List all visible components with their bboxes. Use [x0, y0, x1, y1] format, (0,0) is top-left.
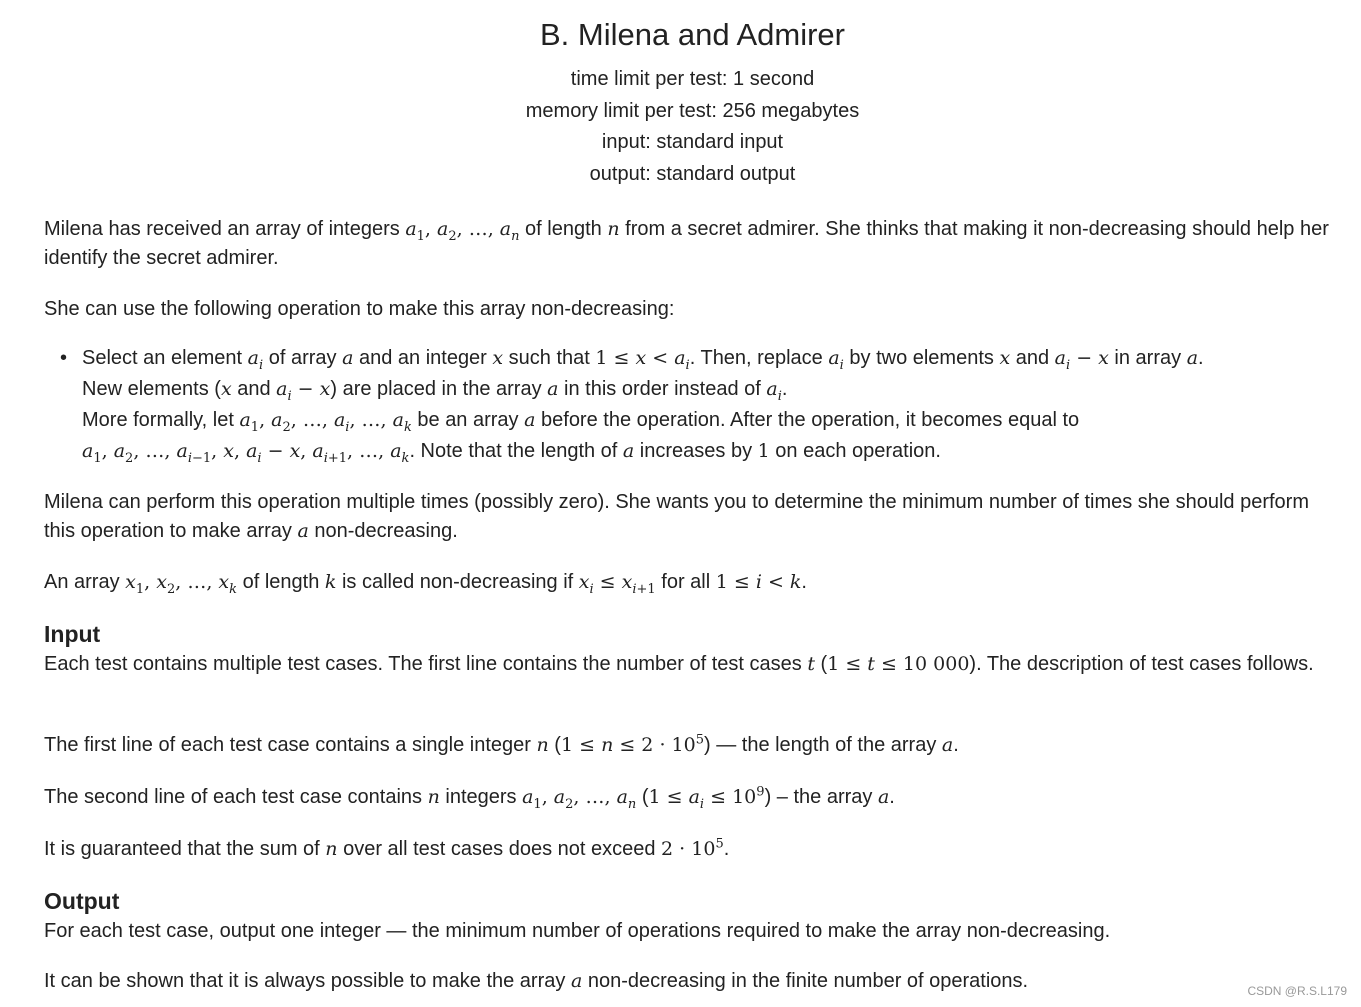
statement-paragraph-2: She can use the following operation to make this array non-decreasing:: [44, 298, 675, 320]
memory-limit: memory limit per test: 256 megabytes: [525, 99, 860, 122]
input-paragraph-3: The second line of each test case contains n integers $a_1$, $a_2$, …, $a_n$ $(1 \le a_i \le 10^9)$ – the array a.: [44, 784, 895, 812]
input-paragraph-1: Each test contains multiple test cases. The first line contains the number of test cases t (1 ≤ t ≤ 10 000). The description of test cases follows.: [44, 653, 1314, 675]
output-paragraph-2: It can be shown that it is always possible to make the array a non-decreasing in the finite number of operations.: [44, 970, 1029, 992]
problem-header: [0, 0, 1361, 190]
problem-title: B. Milena and Admirer: [540, 17, 845, 52]
statement-paragraph-4: An array $x_1$, $x_2$, …, $x_k$ of length k is called non-decreasing if $x_i \le x_{i+1}$ for all 1 ≤ i < k.: [44, 571, 807, 597]
input-paragraph-4: It is guaranteed that the sum of n over all test cases does not exceed $2 \cdot 10^5$.: [44, 836, 730, 860]
operation-list: [44, 343, 1344, 467]
time-limit: time limit per test: 1 second: [570, 68, 815, 90]
math-a1-to-an: $a_1$, $a_2$, …, $a_n$: [405, 218, 520, 244]
output-paragraph-1: For each test case, output one integer — the minimum number of operations required to make the array non-decreasing.: [44, 920, 1111, 942]
statement-paragraph-1: Milena has received an array of integers $a_1$, $a_2$, …, $a_n$ of length n from a secret admirer. She thinks that making it non-decreasing should help her identify the secret admirer.: [44, 218, 1329, 269]
operation-item: • Select an element $a_i$ of array a and an integer x such that $1 \le x < a_i$. Then, replace $a_i$ by two elements x and $a_i - x$ in array a. New elements (x and $a_i - x$) are placed in the array a in this order instead of $a_i$. More formally, let $a_1$, $a_2$, …, $a_i$, …, $a_k$ be an array a before the operation. After the operation, it becomes equal to $a_1$, $a_2$, …, $a_{i-1}$, x, $a_i - x$, $a_{i+1}$, …, $a_k$. Note that the length of a increases by 1 on each operation.: [44, 343, 1344, 467]
math-n: n: [607, 218, 620, 240]
input-section-title: Input: [44, 621, 101, 647]
problem-limits: [0, 64, 1361, 190]
output-section-title: Output: [44, 888, 120, 914]
input-paragraph-2: The first line of each test case contains a single integer n $(1 \le n \le 2 \cdot 10^5)$ — the length of the array a.: [44, 732, 959, 756]
input-file: input: standard input: [601, 131, 784, 154]
csdn-watermark: CSDN @R.S.L179: [1247, 984, 1347, 998]
statement-paragraph-3: Milena can perform this operation multiple times (possibly zero). She wants you to determine the minimum number of times she should perform this operation to make array a non-decreasing.: [44, 491, 1309, 542]
output-file: output: standard output: [589, 162, 796, 185]
